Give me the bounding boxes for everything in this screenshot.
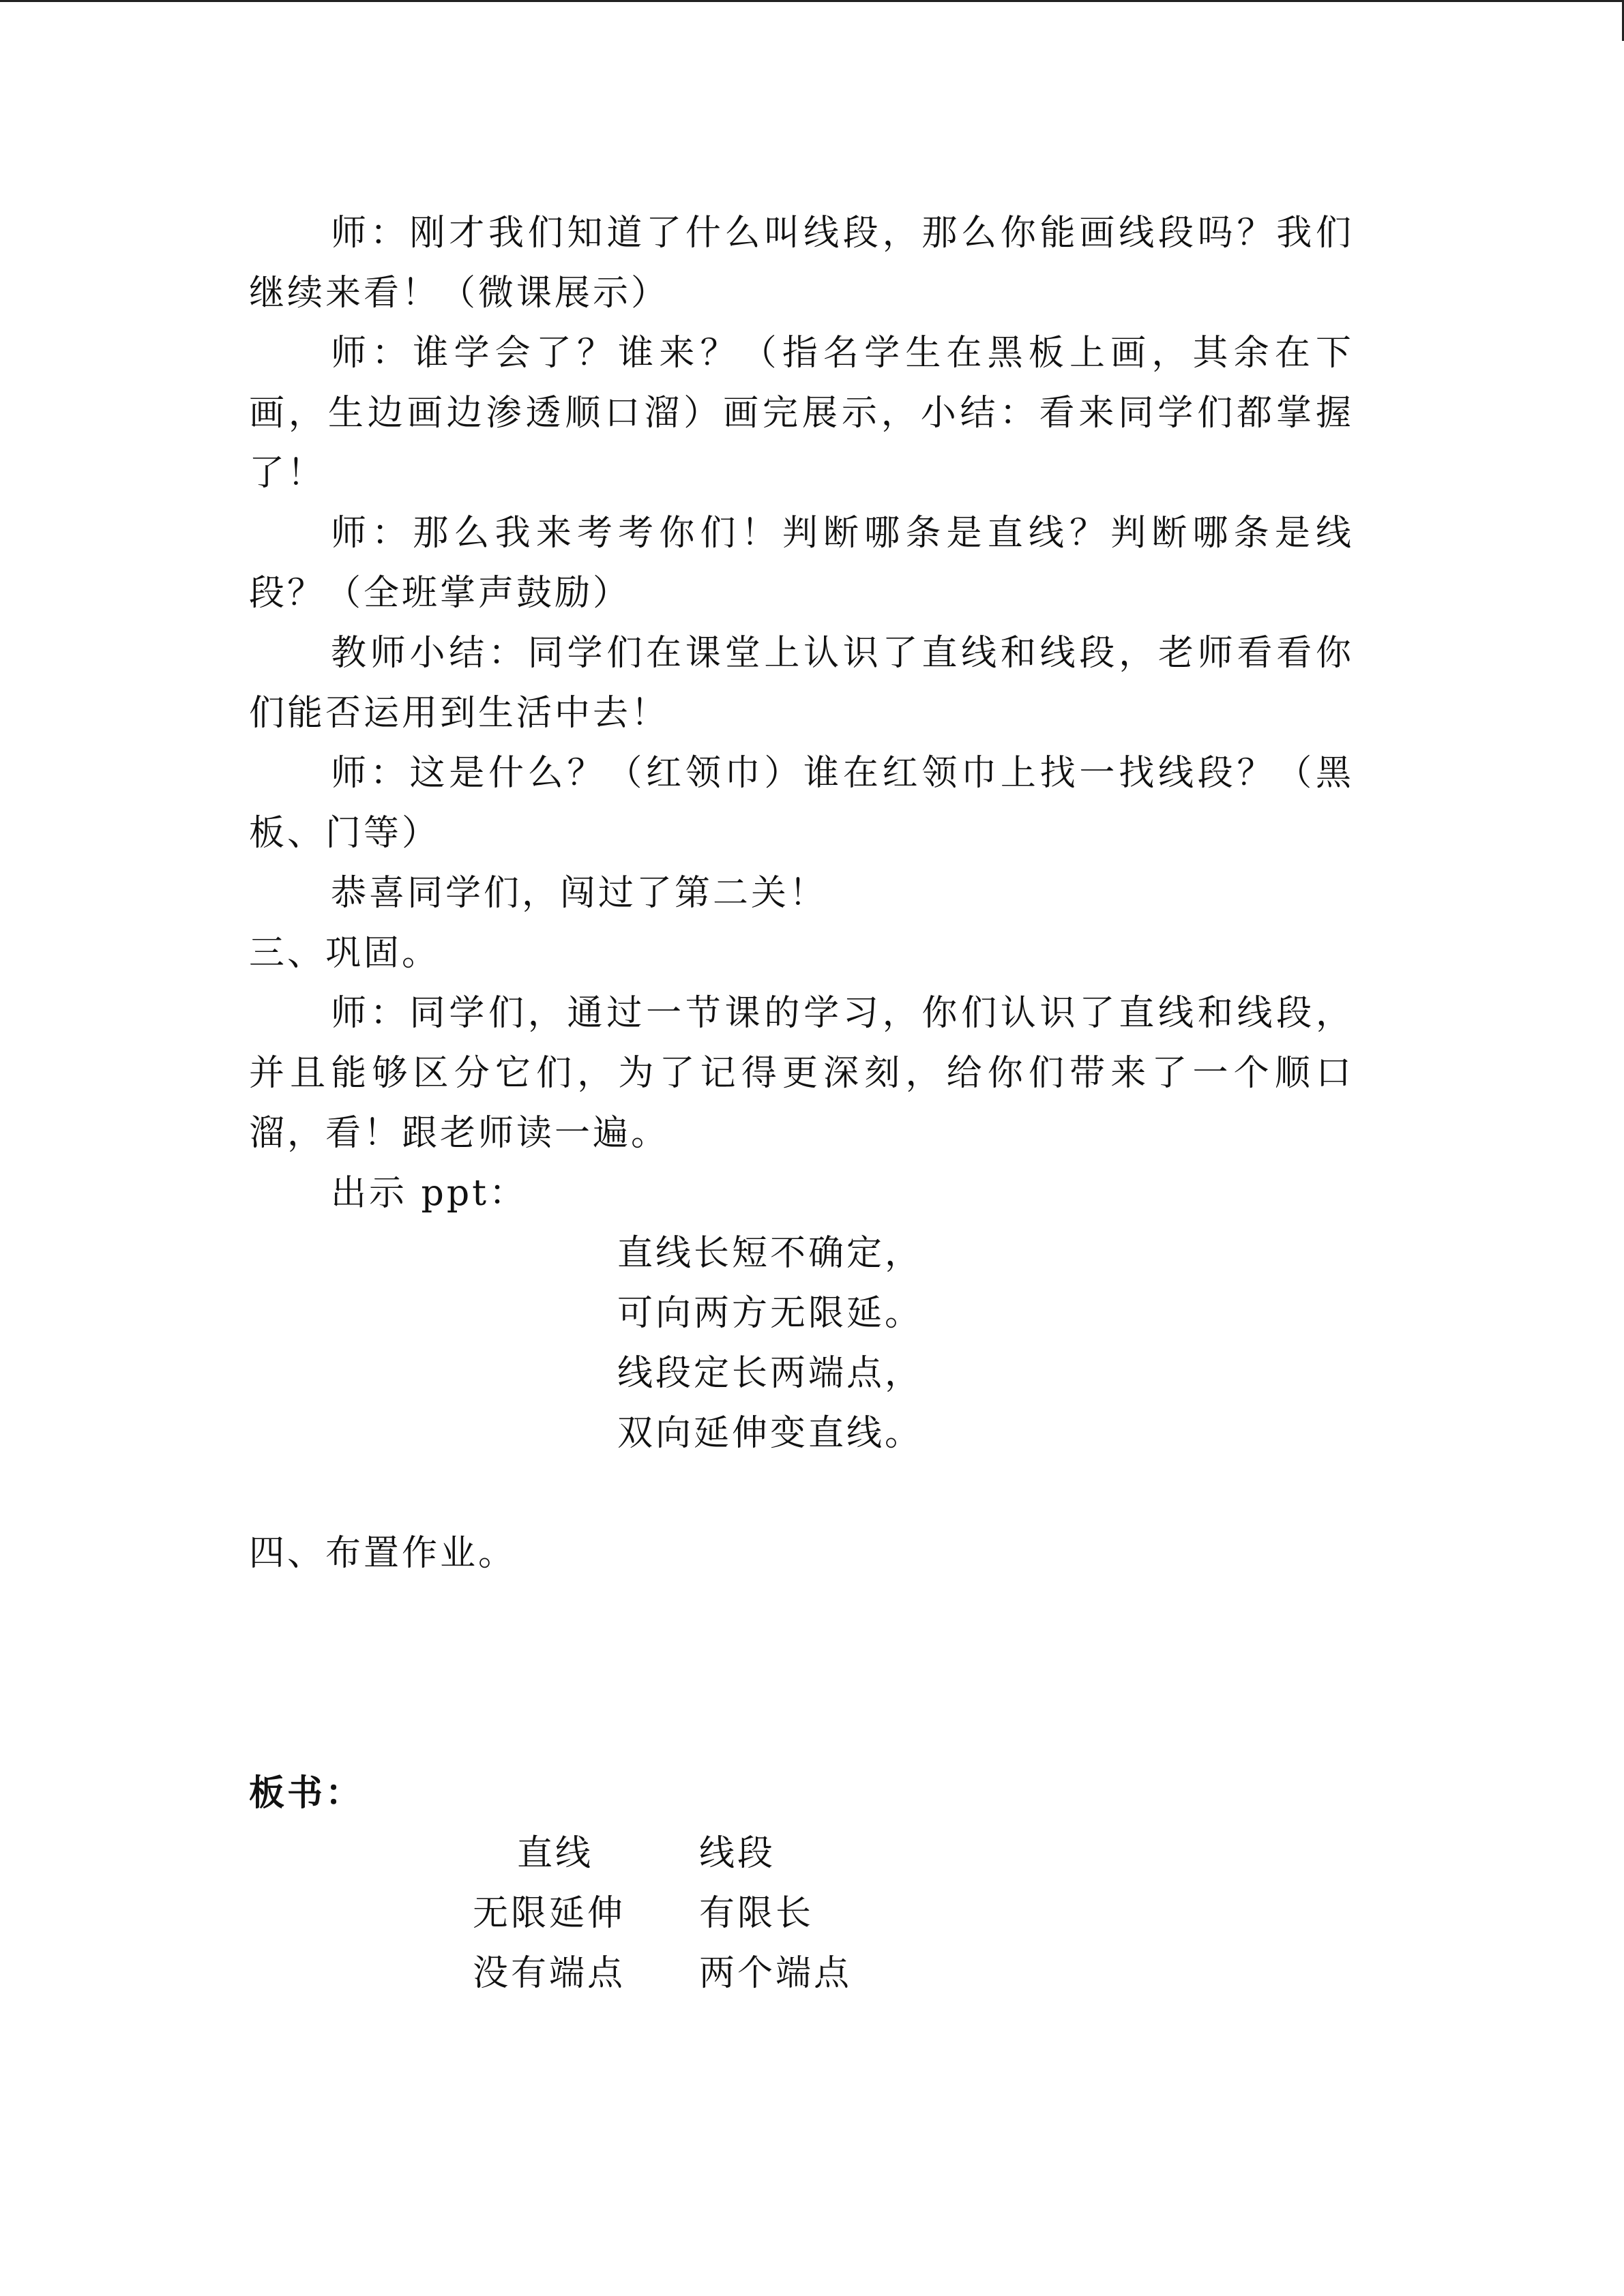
- document-body: [249, 203, 1354, 2003]
- paragraph-red-scarf: 师：这是什么？（红领巾）谁在红领巾上找一找线段？（黑板、门等）: [249, 753, 1354, 854]
- board-col1-row2: 没有端点: [473, 1953, 626, 1994]
- paragraph-who-learned: 师：谁学会了？谁来？（指名学生在黑板上画，其余在下画，生边画边渗透顺口溜）画完展示，小结：看来同学们都掌握了！: [249, 333, 1354, 494]
- board-table: [249, 1823, 1354, 2003]
- ppt-label: 出示 ppt：: [331, 1173, 528, 1214]
- board-title: 板书：: [249, 1772, 364, 1814]
- section-3-heading: 三、巩固。: [249, 933, 441, 974]
- poem-line: 可向两方无限延。: [617, 1293, 924, 1334]
- page-top-border: [0, 0, 1624, 2]
- board-col1-row1: 无限延伸: [473, 1893, 626, 1934]
- poem-line: 线段定长两端点，: [617, 1353, 924, 1394]
- board-col2-row2: 两个端点: [699, 1953, 853, 1994]
- paragraph-draw-segment: 师：刚才我们知道了什么叫线段，那么你能画线段吗？我们继续来看！（微课展示）: [249, 213, 1354, 314]
- board-col2-header: 线段: [699, 1833, 776, 1874]
- paragraph-quiz: 师：那么我来考考你们！判断哪条是直线？判断哪条是线段？（全班掌声鼓励）: [249, 513, 1354, 614]
- paragraph-congrats: 恭喜同学们，闯过了第二关！: [331, 873, 828, 914]
- paragraph-teacher-summary: 教师小结：同学们在课堂上认识了直线和线段，老师看看你们能否运用到生活中去！: [249, 633, 1354, 734]
- board-col2-row1: 有限长: [699, 1893, 814, 1934]
- poem-line: 双向延伸变直线。: [617, 1413, 924, 1454]
- poem-line: 直线长短不确定，: [617, 1233, 924, 1274]
- section-3-paragraph: 师：同学们，通过一节课的学习，你们认识了直线和线段，并且能够区分它们，为了记得更深刻，给你们带来了一个顺口溜，看！跟老师读一遍。: [249, 993, 1354, 1154]
- section-4-heading: 四、布置作业。: [249, 1533, 517, 1574]
- rhyme-poem: [249, 1223, 1354, 1463]
- board-col1-header: 直线: [517, 1833, 594, 1874]
